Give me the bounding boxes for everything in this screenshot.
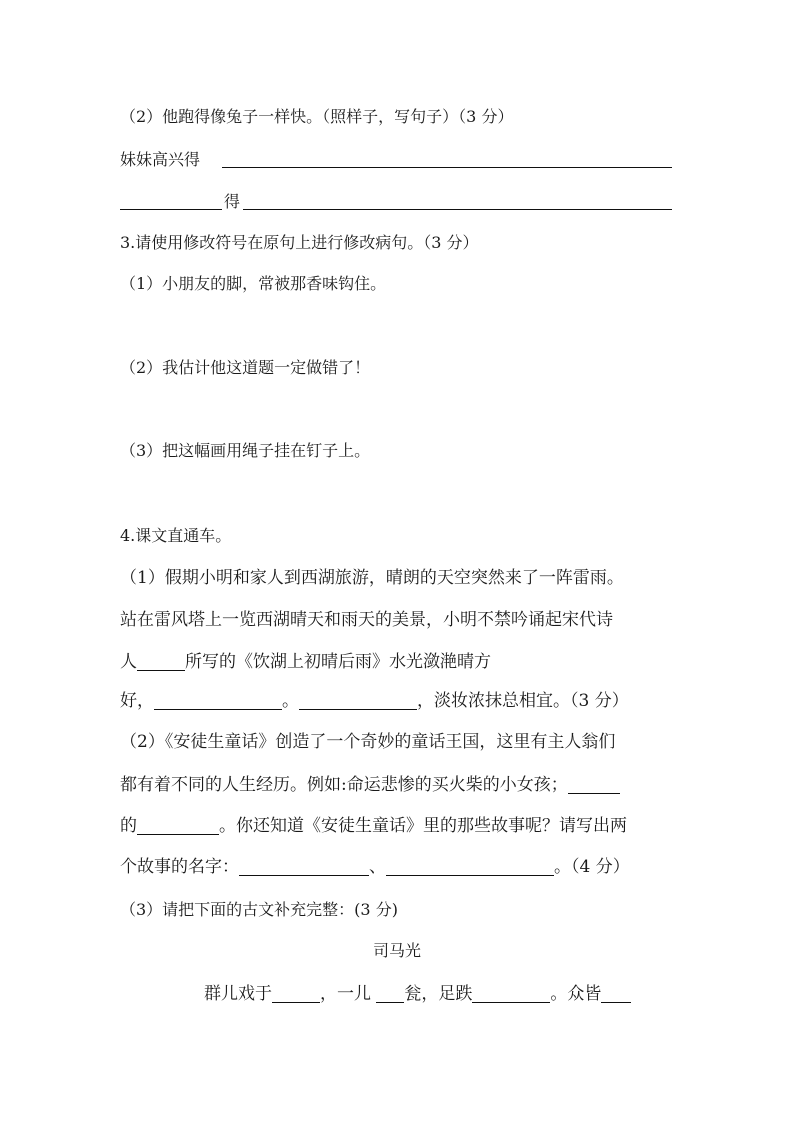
blank-story-fate[interactable] <box>137 816 219 835</box>
poem-b: ，一儿 <box>320 984 377 1004</box>
q2-answer-line-2a[interactable] <box>120 209 222 210</box>
q4-p1-line3-b: 所写的《饮湖上初晴后雨》水光潋滟晴方 <box>185 652 491 672</box>
poem-d: 。众皆 <box>550 984 602 1004</box>
q4-p2-line3 <box>120 815 627 837</box>
q3-item-2[interactable]: （2）我估计他这道题一定做错了！ <box>120 358 371 377</box>
q4-p3-prompt: （3）请把下面的古文补充完整：(3 分) <box>120 900 398 919</box>
q4-p1-line4-c: ，淡妆浓抹总相宜。（3 分） <box>417 691 629 711</box>
poem-a: 群儿戏于 <box>204 984 272 1004</box>
q4-p2-line3-a: 的 <box>120 816 137 836</box>
blank-poem-line-1[interactable] <box>154 691 282 710</box>
q4-p1-line4-b: 。 <box>282 691 299 711</box>
q2-answer-line-1[interactable] <box>222 167 672 168</box>
q4-p2-line4-a: 个故事的名字： <box>120 857 239 877</box>
q2-line2-mid: 得 <box>224 192 241 211</box>
blank-poem-line-2[interactable] <box>299 691 417 710</box>
blank-poem-fall[interactable] <box>472 984 550 1003</box>
q4-p1-line2: 站在雷风塔上一览西湖晴天和雨天的美景，小明不禁吟诵起宋代诗 <box>120 610 613 630</box>
q4-p2-line1: （2）《安徒生童话》创造了一个奇妙的童话王国，这里有主人翁们 <box>120 732 616 752</box>
q4-p2-line3-b: 。你还知道《安徒生童话》里的那些故事呢？请写出两 <box>219 816 627 836</box>
q2-prompt: （2）他跑得像兔子一样快。（照样子，写句子）（3 分） <box>120 107 514 126</box>
q4-p2-line2 <box>120 774 620 796</box>
blank-poem-place[interactable] <box>272 984 320 1003</box>
q4-heading: 4.课文直通车。 <box>120 526 232 545</box>
poem-title: 司马光 <box>372 941 421 960</box>
q4-p1-line1: （1）假期小明和家人到西湖旅游，晴朗的天空突然来了一阵雷雨。 <box>120 568 624 588</box>
blank-poem-end[interactable] <box>601 984 631 1003</box>
blank-story-name-2[interactable] <box>386 857 554 876</box>
q3-item-1[interactable]: （1）小朋友的脚，常被那香味钩住。 <box>120 274 387 293</box>
blank-story-name-1[interactable] <box>239 857 369 876</box>
q4-p2-line4 <box>120 856 630 878</box>
blank-poet[interactable] <box>137 652 185 671</box>
q4-p1-line3-a: 人 <box>120 652 137 672</box>
q2-answer-line-2b[interactable] <box>243 209 672 210</box>
q4-p1-line3 <box>120 651 491 673</box>
blank-story-character[interactable] <box>568 775 620 794</box>
q4-p1-line4-a: 好， <box>120 691 154 711</box>
poem-line <box>204 983 631 1005</box>
q3-item-3[interactable]: （3）把这幅画用绳子挂在钉子上。 <box>120 441 371 460</box>
q2-line1-prefix: 妹妹高兴得 <box>120 150 201 169</box>
blank-poem-verb[interactable] <box>376 984 404 1003</box>
q3-heading: 3.请使用修改符号在原句上进行修改病句。（3 分） <box>120 233 479 252</box>
q4-p1-line4 <box>120 690 629 712</box>
poem-c: 瓮，足跌 <box>404 984 473 1004</box>
q4-p2-line4-c: 。（4 分） <box>554 857 630 877</box>
q4-p2-line2-text: 都有着不同的人生经历。例如:命运悲惨的买火柴的小女孩； <box>120 775 568 795</box>
q4-p2-line4-b: 、 <box>369 857 386 877</box>
